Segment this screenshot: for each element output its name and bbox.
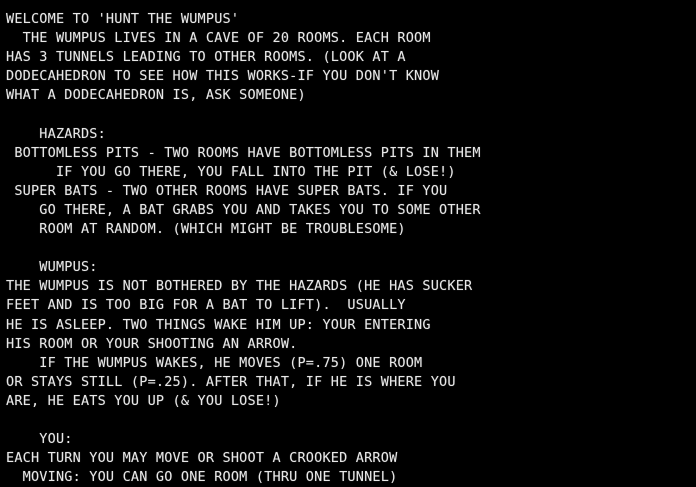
terminal-line: HE IS ASLEEP. TWO THINGS WAKE HIM UP: YOUR ENTERING: [6, 316, 431, 333]
terminal-line: HIS ROOM OR YOUR SHOOTING AN ARROW.: [6, 335, 298, 352]
terminal-line: EACH TURN YOU MAY MOVE OR SHOOT A CROOKED ARROW: [6, 450, 398, 467]
terminal-line: THE WUMPUS IS NOT BOTHERED BY THE HAZARDS (HE HAS SUCKER: [6, 278, 473, 295]
terminal-line: HAS 3 TUNNELS LEADING TO OTHER ROOMS. (LOOK AT A: [6, 49, 406, 66]
terminal-line: OR STAYS STILL (P=.25). AFTER THAT, IF HE IS WHERE YOU: [6, 373, 456, 390]
terminal-line: YOU:: [6, 431, 73, 448]
terminal-line: DODECAHEDRON TO SEE HOW THIS WORKS-IF YOU DON'T KNOW: [6, 68, 440, 85]
terminal-line: THE WUMPUS LIVES IN A CAVE OF 20 ROOMS. EACH ROOM: [6, 30, 431, 47]
terminal-line: WELCOME TO 'HUNT THE WUMPUS': [6, 11, 240, 27]
terminal-line: SUPER BATS - TWO OTHER ROOMS HAVE SUPER BATS. IF YOU: [6, 182, 448, 199]
terminal-line: WHAT A DODECAHEDRON IS, ASK SOMEONE): [6, 87, 306, 104]
terminal-line: FEET AND IS TOO BIG FOR A BAT TO LIFT). USUALLY: [6, 297, 406, 314]
terminal-line: IF YOU GO THERE, YOU FALL INTO THE PIT (& LOSE!): [6, 163, 456, 180]
terminal-line: [6, 105, 696, 124]
terminal-line: GO THERE, A BAT GRABS YOU AND TAKES YOU TO SOME OTHER: [6, 201, 481, 218]
terminal-line: ROOM AT RANDOM. (WHICH MIGHT BE TROUBLESOME): [6, 221, 406, 238]
terminal-line: WUMPUS:: [6, 259, 98, 276]
terminal-line: BOTTOMLESS PITS - TWO ROOMS HAVE BOTTOMLESS PITS IN THEM: [6, 144, 481, 161]
terminal-line: MOVING: YOU CAN GO ONE ROOM (THRU ONE TUNNEL): [6, 469, 398, 486]
terminal-line: IF THE WUMPUS WAKES, HE MOVES (P=.75) ONE ROOM: [6, 354, 423, 371]
terminal-line: HAZARDS:: [6, 125, 106, 142]
terminal-line: ARE, HE EATS YOU UP (& YOU LOSE!): [6, 392, 281, 409]
terminal-line: [6, 239, 696, 258]
terminal-line: [6, 411, 696, 430]
